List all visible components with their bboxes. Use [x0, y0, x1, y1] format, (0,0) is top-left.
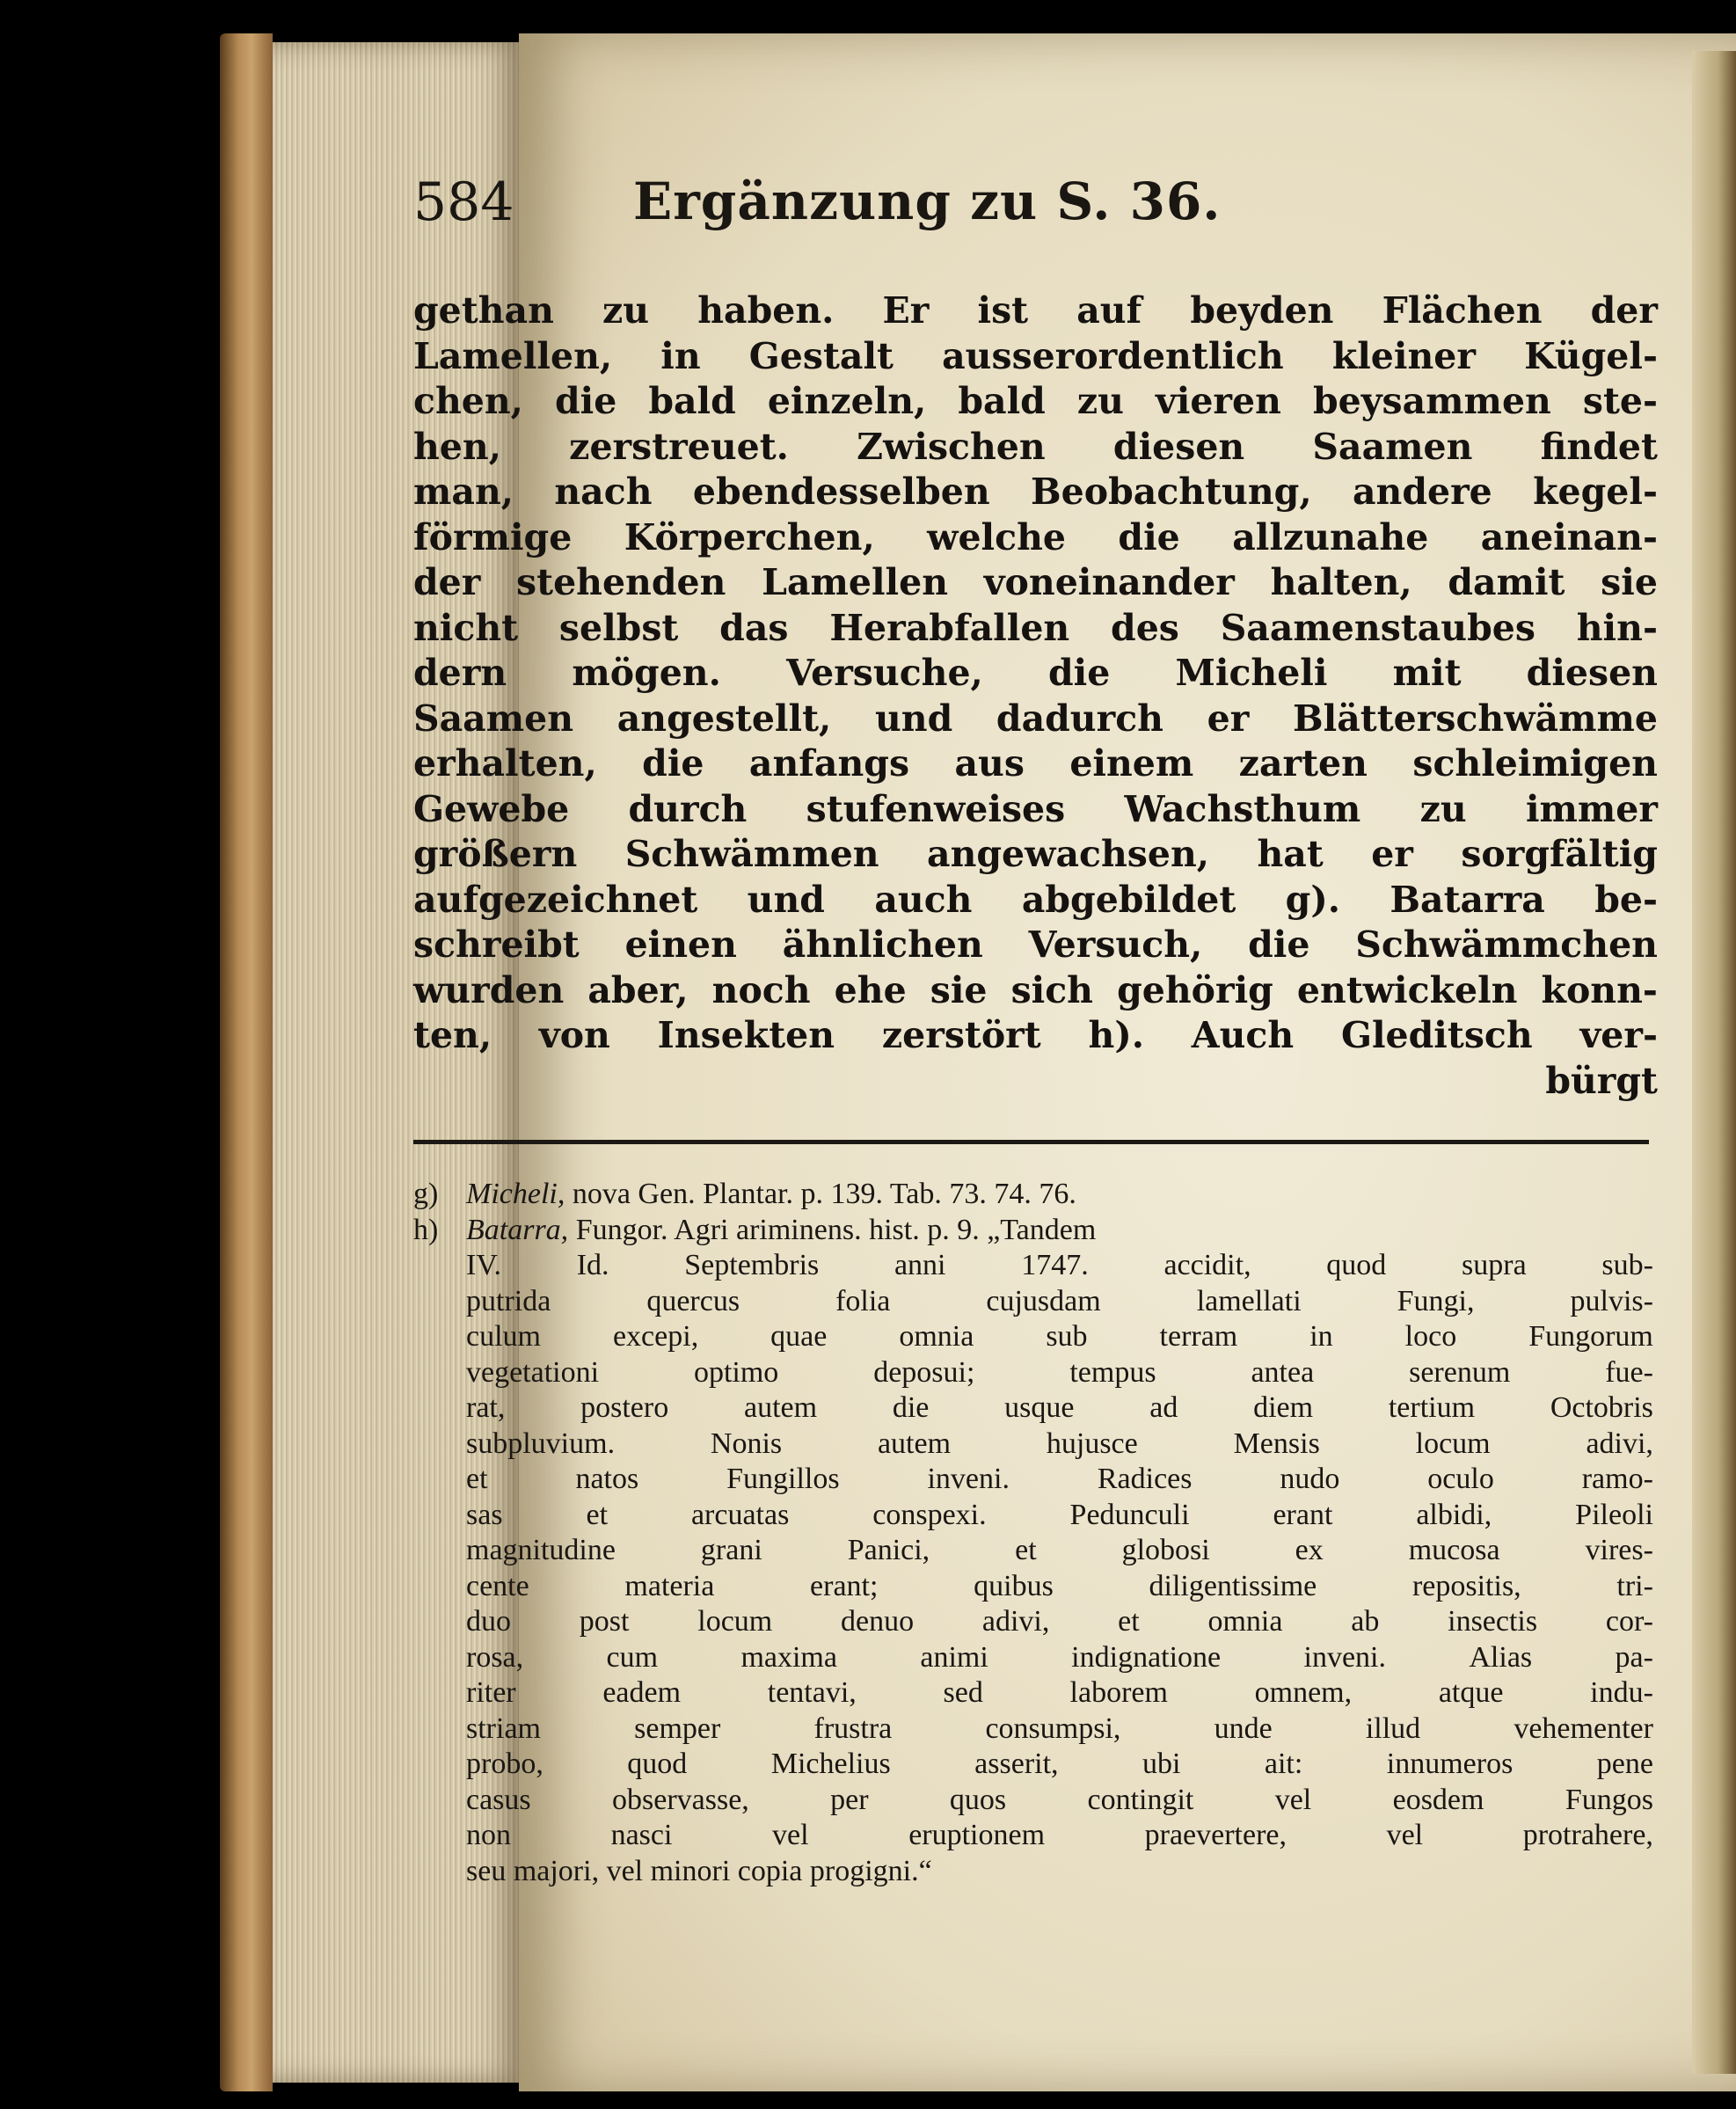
footnote-line: rat, postero autem die usque ad diem tertium Octobris: [466, 1391, 1653, 1424]
body-line: ten, von Insekten zerstört h). Auch Gleditsch ver-: [413, 1014, 1658, 1056]
right-page-edge: [1692, 51, 1736, 2074]
footnote-rule: [413, 1140, 1649, 1144]
footnote-author: Micheli,: [466, 1178, 565, 1210]
body-line: Gewebe durch stufenweises Wachsthum zu immer: [413, 787, 1658, 830]
body-line: aufgezeichnet und auch abgebildet g). Batarra be-: [413, 878, 1658, 921]
footnote-author: Batarra,: [466, 1213, 569, 1246]
body-text: [413, 288, 1658, 1104]
footnote-line: subpluvium. Nonis autem hujusce Mensis locum adivi,: [466, 1427, 1653, 1460]
body-line: Lamellen, in Gestalt ausserordentlich kleiner Kügel-: [413, 334, 1658, 377]
footnote-line: vegetationi optimo deposui; tempus antea serenum fue-: [466, 1355, 1653, 1389]
body-line: man, nach ebendesselben Beobachtung, andere kegel-: [413, 471, 1658, 513]
body-line: dern mögen. Versuche, die Micheli mit diesen: [413, 652, 1658, 694]
footnote-text: nova Gen. Plantar. p. 139. Tab. 73. 74. 76.: [572, 1178, 1076, 1210]
catchword: bürgt: [1545, 1059, 1658, 1102]
footnote-line: non nasci vel eruptionem praevertere, vel protrahere,: [466, 1819, 1653, 1851]
footnote-line: culum excepi, quae omnia sub terram in loco Fungorum: [466, 1320, 1653, 1353]
book-spine: [220, 33, 273, 2091]
body-line: chen, die bald einzeln, bald zu vieren beysammen ste-: [413, 380, 1658, 422]
footnote-text: Fungor. Agri ariminens. hist. p. 9. „Tandem: [575, 1213, 1097, 1246]
footnotes: [413, 1177, 1653, 1889]
body-line: gethan zu haben. Er ist auf beyden Flächen der: [413, 289, 1658, 332]
footnote-label: h): [413, 1213, 439, 1246]
footnote-line: duo post locum denuo adivi, et omnia ab insectis cor-: [466, 1605, 1653, 1638]
footnote-line: putrida quercus folia cujusdam lamellati Fungi, pulvis-: [466, 1284, 1653, 1317]
footnote-line: magnitudine grani Panici, et globosi ex mucosa vires-: [466, 1534, 1653, 1566]
footnote-line: probo, quod Michelius asserit, ubi ait: innumeros pene: [466, 1748, 1653, 1780]
body-line: der stehenden Lamellen voneinander halten, damit sie: [413, 561, 1658, 603]
body-line: hen, zerstreuet. Zwischen diesen Saamen findet: [413, 425, 1658, 468]
footnote-line: rosa, cum maxima animi indignatione inveni. Alias pa-: [466, 1640, 1653, 1674]
footnote-label: g): [413, 1178, 439, 1210]
footnote-line: casus observasse, per quos contingit vel eosdem Fungos: [466, 1783, 1653, 1816]
footnote-line: cente materia erant; quibus diligentissime repositis, tri-: [466, 1569, 1653, 1602]
page-number: 584: [413, 171, 514, 233]
footnote-line: IV. Id. Septembris anni 1747. accidit, quod supra sub-: [466, 1249, 1653, 1281]
footnote-line: et natos Fungillos inveni. Radices nudo oculo ramo-: [466, 1463, 1653, 1495]
footnote-line: striam semper frustra consumpsi, unde illud vehementer: [466, 1711, 1653, 1745]
body-line: schreibt einen ähnlichen Versuch, die Schwämmchen: [413, 923, 1658, 966]
running-title: Ergänzung zu S. 36.: [633, 171, 1222, 231]
footnote-h: [413, 1213, 1653, 1249]
page-header: [413, 171, 1293, 259]
body-line: erhalten, die anfangs aus einem zarten schleimigen: [413, 742, 1658, 784]
footnote-g: [413, 1177, 1653, 1213]
body-line: wurden aber, noch ehe sie sich gehörig entwickeln konn-: [413, 968, 1658, 1011]
body-line: nicht selbst das Herabfallen des Saamenstaubes hin-: [413, 606, 1658, 649]
body-line: größern Schwämmen angewachsen, hat er sorgfältig: [413, 833, 1658, 875]
body-line: förmige Körperchen, welche die allzunahe aneinan-: [413, 515, 1658, 558]
body-line: Saamen angestellt, und dadurch er Blätterschwämme: [413, 697, 1658, 740]
footnote-line: sas et arcuatas conspexi. Pedunculi erant albidi, Pileoli: [466, 1498, 1653, 1531]
footnote-line: seu majori, vel minori copia progigni.“: [466, 1854, 932, 1887]
footnote-line: riter eadem tentavi, sed laborem omnem, atque indu-: [466, 1676, 1653, 1709]
